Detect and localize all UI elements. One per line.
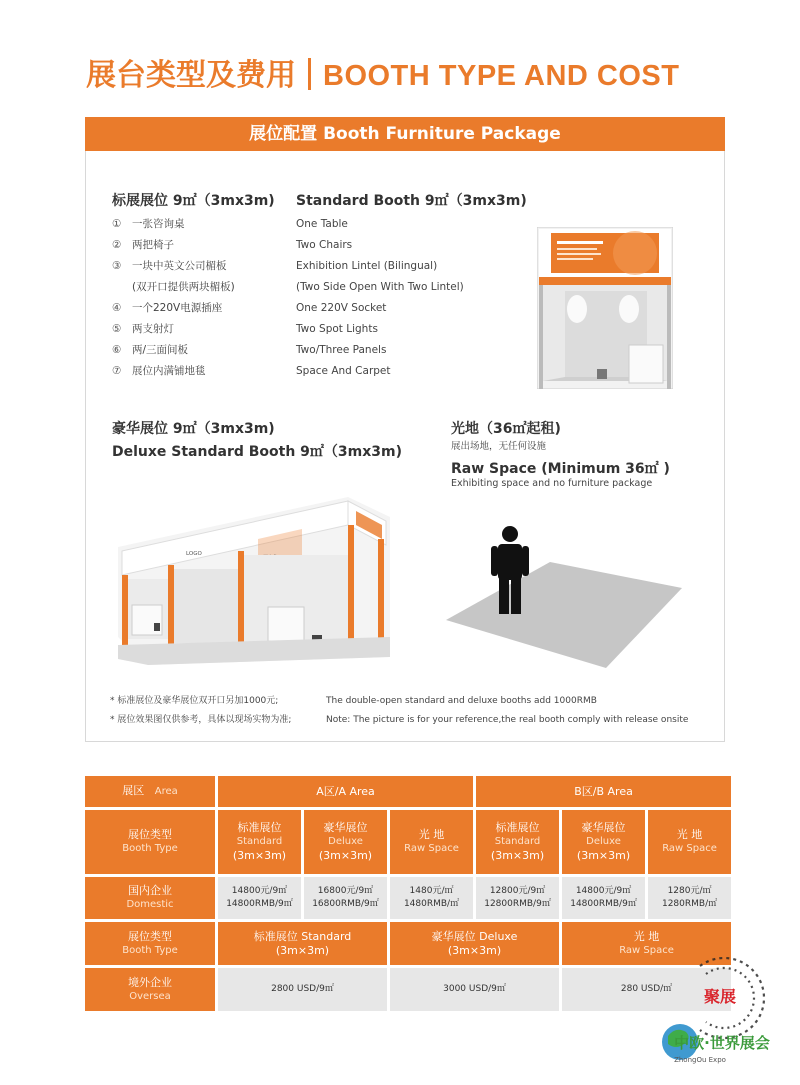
deluxe-booth-image [108,487,390,665]
item-cn: (双开口提供两块楣板) [132,281,235,293]
list-item [112,277,512,298]
watermark-stamp: 聚展 [703,987,737,1006]
price-line: 14800RMB/9㎡ [570,899,637,909]
watermark-brand: 中欧·世界展会 [674,1034,770,1052]
table-row [85,776,731,807]
table-row [85,810,731,874]
price-cell [218,877,301,919]
price-cell: 3000 USD/9㎡ [390,968,559,1011]
cell-en: Booth Type [122,843,178,854]
oversea-type-standard [218,922,387,965]
cell-en: Deluxe [586,836,621,847]
note-item [110,711,720,730]
cell-cn: 展位类型 [128,828,172,841]
item-number: ⑥ [112,344,122,356]
type-raw-b [648,810,731,874]
cell-cn: 光 地 [418,828,445,841]
cell-en: Domestic [126,899,174,910]
list-item [112,361,512,382]
cell-line: 标准展位 Standard [253,929,352,943]
cell-en: Deluxe [328,836,363,847]
item-en: Two Chairs [296,239,353,251]
booth-type-label-cell [85,922,215,965]
cell-cn: 豪华展位 [581,821,626,834]
list-item [112,340,512,361]
raw-sub-en: Exhibiting space and no furniture package [451,478,653,489]
item-cn: 一张咨询桌 [132,218,185,230]
deluxe-heading-cn: 豪华展位 9㎡（3mx3m) [112,421,275,437]
raw-sub-cn: 展出场地，无任何设施 [451,441,547,452]
cell-cn: 标准展位 [495,821,540,834]
cell-en: Standard [494,836,541,847]
oversea-label-cell [85,968,215,1011]
note-item [110,692,720,711]
price-line: 14800RMB/9㎡ [226,899,293,909]
table-row [85,877,731,919]
cell-cn: 光 地 [676,828,703,841]
item-en: One 220V Socket [296,302,387,314]
cell-en: Booth Type [122,944,178,956]
area-a-cell: A区/A Area [218,776,473,807]
price-line: 12800元/9㎡ [489,886,546,896]
list-item [112,235,512,256]
item-en: Two Spot Lights [296,323,378,335]
watermark-brand-en: ZhongOu Expo [674,1056,726,1064]
note-cn: * 展位效果图仅供参考，具体以现场实物为准; [110,715,292,725]
standard-item-list [112,214,512,382]
cell-cn: 豪华展位 [323,821,368,834]
item-cn: 展位内满铺地毯 [132,365,206,377]
price-cell: 280 USD/㎡ [562,968,731,1011]
item-number: ⑤ [112,323,122,335]
item-number: ③ [112,260,122,272]
cell-size: (3m×3m) [490,849,545,862]
page-title [86,56,736,96]
price-cell: 2800 USD/9㎡ [218,968,387,1011]
price-cell [476,877,559,919]
price-line: 1480RMB/㎡ [403,899,460,909]
cell-cn: 国内企业 [128,884,172,897]
item-number: ① [112,218,122,230]
item-en: Space And Carpet [296,365,391,377]
raw-heading-en: Raw Space (Minimum 36㎡ ) [451,461,670,477]
cell-en: Raw Space [662,843,717,854]
raw-space-image [446,522,682,668]
price-table [82,773,737,1014]
item-en: Exhibition Lintel (Bilingual) [296,260,438,272]
type-deluxe-a [304,810,387,874]
item-cn: 一个220V电源插座 [132,302,223,314]
list-item [112,319,512,340]
item-en: One Table [296,218,348,230]
price-line: 12800RMB/9㎡ [484,899,551,909]
deluxe-heading-en: Deluxe Standard Booth 9㎡（3mx3m) [112,444,403,460]
raw-heading-cn: 光地（36㎡起租) [451,421,561,437]
list-item [112,298,512,319]
cell-line: (3m×3m) [447,943,502,957]
page-title-en: BOOTH TYPE AND COST [323,60,680,92]
cell-en: Standard [236,836,283,847]
domestic-label-cell [85,877,215,919]
price-cell [562,877,645,919]
type-raw-a [390,810,473,874]
item-en: (Two Side Open With Two Lintel) [296,281,464,293]
cell-cn: 境外企业 [128,975,172,989]
cell-size: (3m×3m) [576,849,631,862]
cell-en: Raw Space [404,843,459,854]
price-cell [304,877,387,919]
cell-line: (3m×3m) [275,943,330,957]
table-row [85,922,731,965]
cell-size: (3m×3m) [232,849,287,862]
list-item [112,214,512,235]
price-cell [648,877,731,919]
item-en: Two/Three Panels [296,344,387,356]
cell-line: Raw Space [619,944,674,956]
item-cn: 一块中英文公司楣板 [132,260,227,272]
price-line: 14800元/9㎡ [575,886,632,896]
cell-en: Oversea [129,990,171,1002]
area-label-cell [85,776,215,807]
type-standard-a [218,810,301,874]
type-deluxe-b [562,810,645,874]
price-line: 16800元/9㎡ [317,886,374,896]
title-divider [308,58,311,90]
page-title-cn: 展台类型及费用 [86,58,296,93]
price-cell [390,877,473,919]
cell-cn: 展位类型 [128,929,172,943]
standard-heading-cn: 标展展位 9㎡（3mx3m) [112,193,275,209]
item-cn: 两支射灯 [132,323,174,335]
standard-booth-image [537,227,673,389]
item-number: ④ [112,302,122,314]
type-standard-b [476,810,559,874]
cell-en: Area [154,786,178,797]
section-bar: 展位配置 Booth Furniture Package [85,117,725,151]
item-number: ⑦ [112,365,122,377]
note-en: The double-open standard and deluxe booths add 1000RMB [326,696,597,706]
expo-watermark-logo [640,930,790,1080]
price-line: 14800元/9㎡ [231,886,288,896]
standard-heading-en: Standard Booth 9㎡（3mx3m) [296,193,527,209]
oversea-type-deluxe [390,922,559,965]
price-line: 1480元/㎡ [409,886,454,896]
note-cn: * 标准展位及豪华展位双开口另加1000元; [110,696,279,706]
booth-type-label-cell [85,810,215,874]
item-cn: 两/三面间板 [132,344,189,356]
item-number: ② [112,239,122,251]
list-item [112,256,512,277]
cell-size: (3m×3m) [318,849,373,862]
deluxe-logo-text: LOGO [186,551,202,557]
price-line: 1280RMB/㎡ [661,899,718,909]
cell-line: 光 地 [633,929,660,943]
cell-cn: 标准展位 [237,821,282,834]
notes [110,692,720,730]
cell-line: 豪华展位 Deluxe [431,929,518,943]
price-line: 16800RMB/9㎡ [312,899,379,909]
area-b-cell: B区/B Area [476,776,731,807]
cell-cn: 展区 [122,784,145,797]
table-row [85,968,731,1011]
price-line: 1280元/㎡ [667,886,712,896]
note-en: Note: The picture is for your reference,the real booth comply with release onsite [326,715,689,725]
item-cn: 两把椅子 [132,239,174,251]
